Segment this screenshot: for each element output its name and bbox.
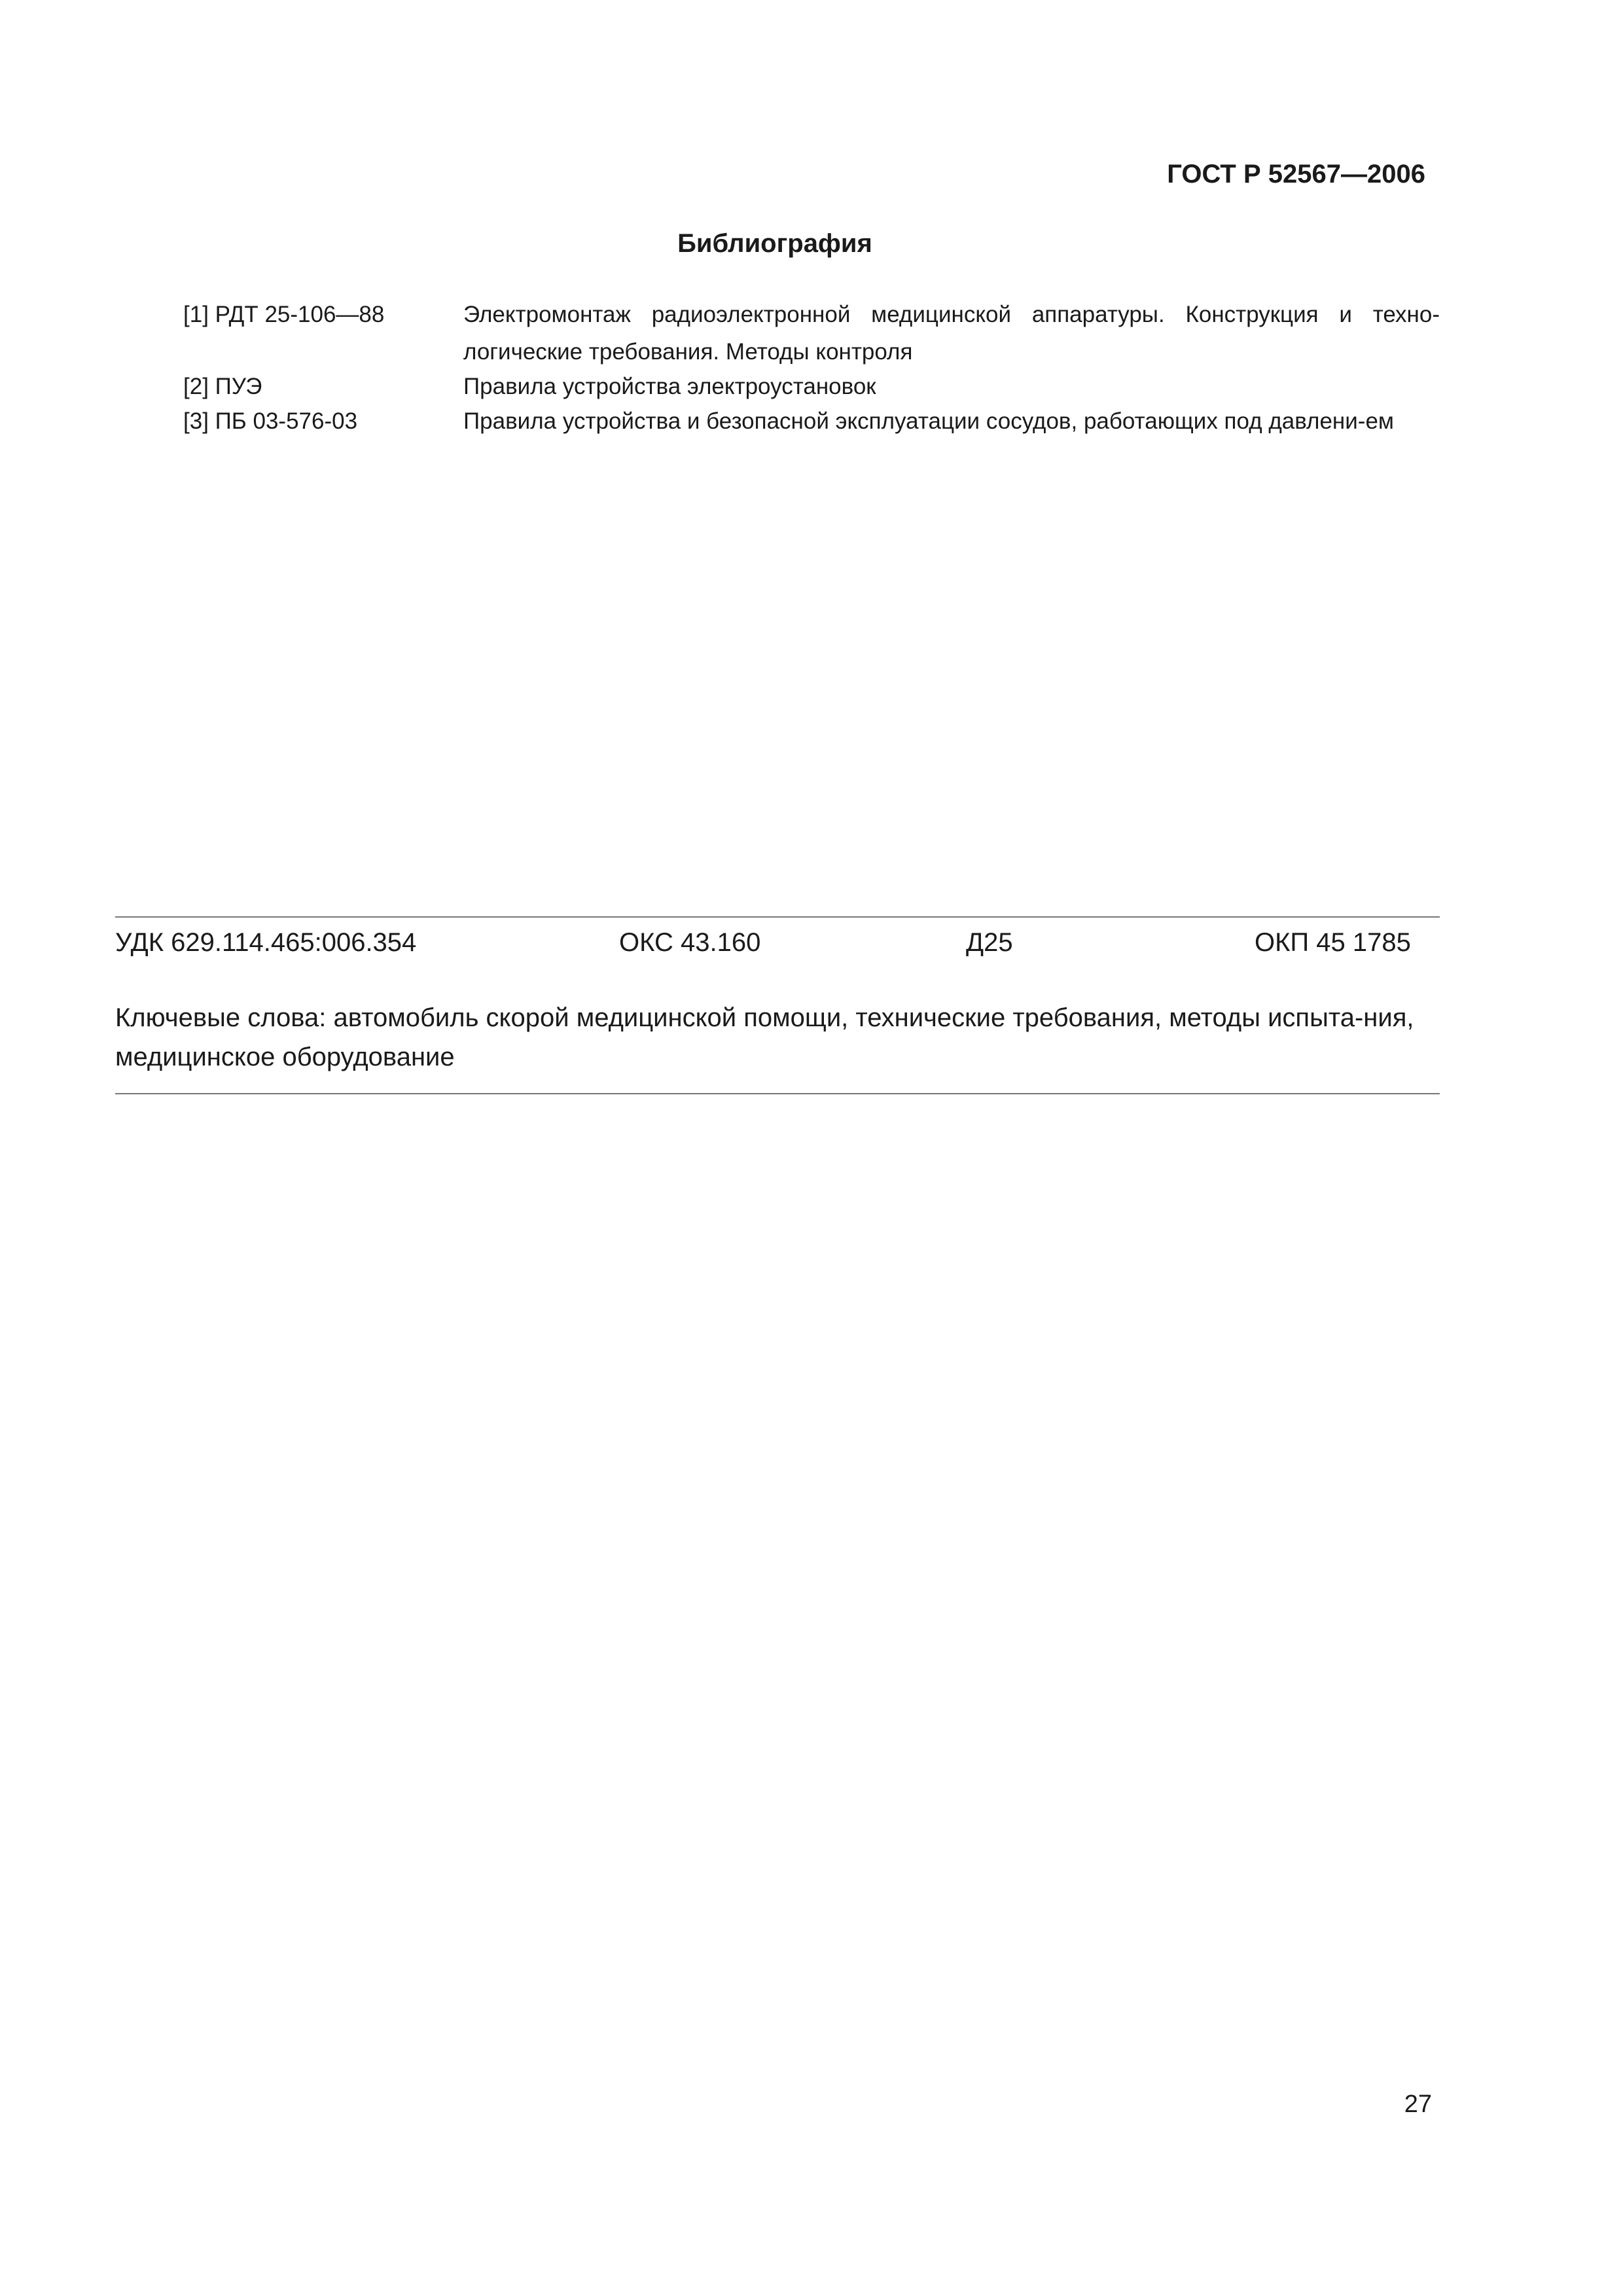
oks-code: ОКС 43.160: [619, 928, 761, 957]
bibliography-entry: [183, 368, 1440, 405]
entry-ref: [1] РДТ 25-106—88: [183, 302, 385, 327]
keywords-label: Ключевые слова:: [115, 1003, 327, 1032]
page-number: 27: [1404, 2090, 1432, 2118]
document-code: ГОСТ Р 52567—2006: [1167, 160, 1425, 188]
entry-ref: [2] ПУЭ: [183, 374, 262, 399]
bottom-divider: [115, 1093, 1440, 1094]
entry-ref: [3] ПБ 03-576-03: [183, 408, 358, 434]
keywords: [115, 998, 1440, 1077]
bibliography-entry: [183, 403, 1440, 477]
top-divider: [115, 916, 1440, 918]
entry-text: Правила устройства электроустановок: [463, 374, 876, 399]
group-code: Д25: [966, 928, 1013, 957]
entry-text: Электромонтаж радиоэлектронной медицинской аппаратуры. Конструкция и техно-логические требования. Методы контроля: [463, 302, 1440, 365]
bibliography-title: Библиография: [677, 229, 872, 258]
entry-text: Правила устройства и безопасной эксплуатации сосудов, работающих под давлени-ем: [463, 408, 1394, 434]
okp-code: ОКП 45 1785: [1255, 928, 1411, 957]
bibliography-entry: [183, 296, 1440, 370]
keywords-text: автомобиль скорой медицинской помощи, технические требования, методы испыта-ния, медицинское оборудование: [115, 1003, 1414, 1071]
udk-code: УДК 629.114.465:006.354: [115, 928, 417, 957]
